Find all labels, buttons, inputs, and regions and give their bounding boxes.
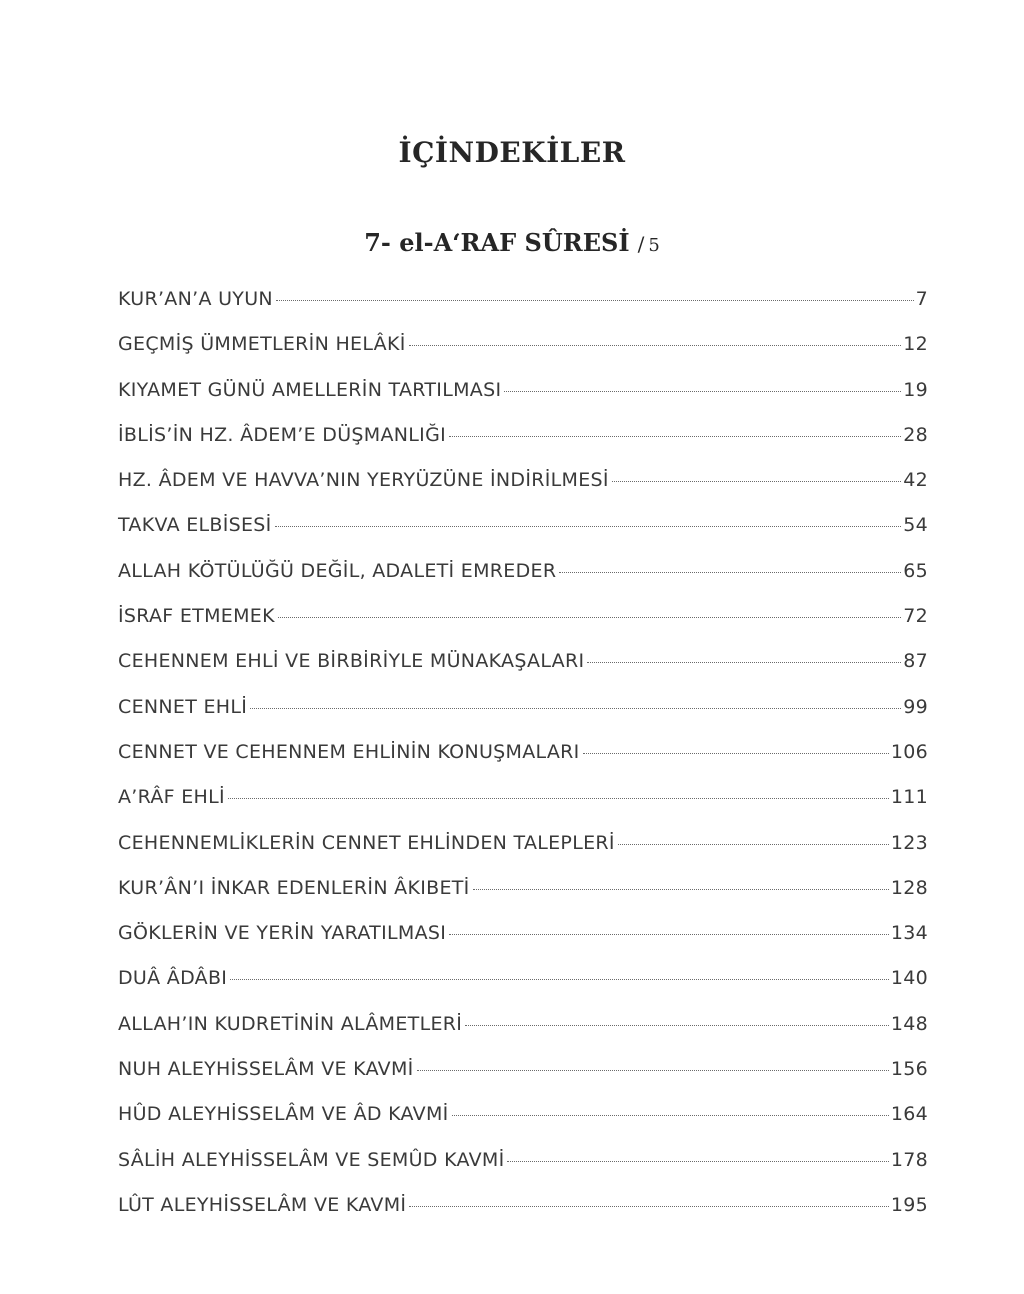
toc-entry[interactable] xyxy=(118,514,928,559)
toc-entry-page-number: 12 xyxy=(903,333,928,356)
toc-entry[interactable] xyxy=(118,379,928,424)
dot-leader xyxy=(583,753,889,754)
toc-entry-title: KUR’AN’A UYUN xyxy=(118,288,273,310)
toc-entry[interactable] xyxy=(118,1194,928,1239)
toc-entry-page-number: 134 xyxy=(890,922,928,945)
toc-entry-page-number: 7 xyxy=(915,288,928,310)
toc-entry-title: İBLİS’İN HZ. ÂDEM’E DÜŞMANLIĞI xyxy=(118,423,446,446)
section-separator: / xyxy=(637,232,645,256)
toc-entry-title: ALLAH KÖTÜLÜĞÜ DEĞİL, ADALETİ EMREDER xyxy=(118,559,557,582)
toc-entry[interactable] xyxy=(118,560,928,605)
toc-entry[interactable] xyxy=(118,696,928,741)
dot-leader xyxy=(449,934,889,935)
toc-entry[interactable] xyxy=(118,1013,928,1058)
dot-leader xyxy=(409,345,902,346)
toc-entry-page-number: 111 xyxy=(890,786,928,809)
dot-leader xyxy=(618,844,889,845)
toc-entry-page-number: 54 xyxy=(903,514,928,537)
dot-leader xyxy=(275,526,902,527)
toc-entry-title: SÂLİH ALEYHİSSELÂM VE SEMÛD KAVMİ xyxy=(118,1148,505,1171)
toc-entry[interactable] xyxy=(118,741,928,786)
toc-entry[interactable] xyxy=(118,650,928,695)
toc-entry-title: CEHENNEMLİKLERİN CENNET EHLİNDEN TALEPLERİ xyxy=(118,831,615,854)
section-title: 7- el-A‘RAF SÛRESİ xyxy=(364,228,630,257)
toc-entry-page-number: 156 xyxy=(890,1058,928,1081)
toc-entry-page-number: 128 xyxy=(890,876,928,899)
toc-entry-title: GÖKLERİN VE YERİN YARATILMASI xyxy=(118,922,447,945)
dot-leader xyxy=(409,1206,889,1207)
dot-leader xyxy=(278,617,901,618)
dot-leader xyxy=(228,798,889,799)
toc-entry-title: HÛD ALEYHİSSELÂM VE ÂD KAVMİ xyxy=(118,1103,449,1126)
dot-leader xyxy=(452,1115,889,1116)
page-title: İÇİNDEKİLER xyxy=(398,136,626,169)
toc-entry-title: HZ. ÂDEM VE HAVVA’NIN YERYÜZÜNE İNDİRİLMESİ xyxy=(118,469,609,492)
toc-entry-title: GEÇMİŞ ÜMMETLERİN HELÂKİ xyxy=(118,333,406,356)
dot-leader xyxy=(230,979,889,980)
toc-entry-title: KIYAMET GÜNÜ AMELLERİN TARTILMASI xyxy=(118,378,502,401)
toc-entry-title: LÛT ALEYHİSSELÂM VE KAVMİ xyxy=(118,1193,407,1216)
toc-entry-page-number: 178 xyxy=(890,1148,928,1171)
toc-entry[interactable] xyxy=(118,605,928,650)
dot-leader xyxy=(559,572,901,573)
dot-leader xyxy=(504,391,901,392)
toc-entry[interactable] xyxy=(118,922,928,967)
toc-entry-title: NUH ALEYHİSSELÂM VE KAVMİ xyxy=(118,1058,414,1081)
toc-entry[interactable] xyxy=(118,1103,928,1148)
toc-entry-title: KUR’ÂN’I İNKAR EDENLERİN ÂKIBETİ xyxy=(118,876,470,899)
dot-leader xyxy=(465,1025,889,1026)
toc-entry-title: CENNET VE CEHENNEM EHLİNİN KONUŞMALARI xyxy=(118,740,580,763)
toc-entry-page-number: 65 xyxy=(903,559,928,582)
toc-entry-page-number: 106 xyxy=(890,740,928,763)
toc-entry-title: ALLAH’IN KUDRETİNİN ALÂMETLERİ xyxy=(118,1012,463,1035)
toc-entry-title: TAKVA ELBİSESİ xyxy=(118,514,272,537)
dot-leader xyxy=(507,1161,888,1162)
toc-entry[interactable] xyxy=(118,877,928,922)
dot-leader xyxy=(612,481,901,482)
toc-entry-page-number: 87 xyxy=(903,650,928,673)
dot-leader xyxy=(250,708,901,709)
toc-entry[interactable] xyxy=(118,424,928,469)
toc-entry-page-number: 42 xyxy=(903,469,928,492)
toc-entry[interactable] xyxy=(118,469,928,514)
toc-entry[interactable] xyxy=(118,1058,928,1103)
section-page-number: 5 xyxy=(648,235,660,256)
dot-leader xyxy=(473,889,889,890)
toc-entry-page-number: 140 xyxy=(890,967,928,990)
toc-entry[interactable] xyxy=(118,288,928,333)
toc-entry-title: A’RÂF EHLİ xyxy=(118,786,225,809)
dot-leader xyxy=(417,1070,889,1071)
toc-entry-page-number: 195 xyxy=(890,1193,928,1216)
toc-entry[interactable] xyxy=(118,333,928,378)
toc-entry[interactable] xyxy=(118,832,928,877)
dot-leader xyxy=(276,300,914,301)
toc-entry-page-number: 99 xyxy=(903,695,928,718)
toc-entry-page-number: 19 xyxy=(903,378,928,401)
toc-entry[interactable] xyxy=(118,1149,928,1194)
toc-entry-page-number: 148 xyxy=(890,1012,928,1035)
section-heading xyxy=(0,228,1024,257)
toc-entry-page-number: 123 xyxy=(890,831,928,854)
dot-leader xyxy=(587,662,901,663)
toc-entry-title: İSRAF ETMEMEK xyxy=(118,605,275,628)
toc-entry[interactable] xyxy=(118,786,928,831)
dot-leader xyxy=(449,436,901,437)
toc-entry-page-number: 28 xyxy=(903,423,928,446)
toc-entry[interactable] xyxy=(118,967,928,1012)
toc-entry-title: CENNET EHLİ xyxy=(118,695,248,718)
toc-entry-page-number: 164 xyxy=(890,1103,928,1126)
table-of-contents xyxy=(118,288,928,1239)
toc-entry-page-number: 72 xyxy=(903,605,928,628)
toc-entry-title: CEHENNEM EHLİ VE BİRBİRİYLE MÜNAKAŞALARI xyxy=(118,650,585,673)
toc-entry-title: DUÂ ÂDÂBI xyxy=(118,967,228,990)
